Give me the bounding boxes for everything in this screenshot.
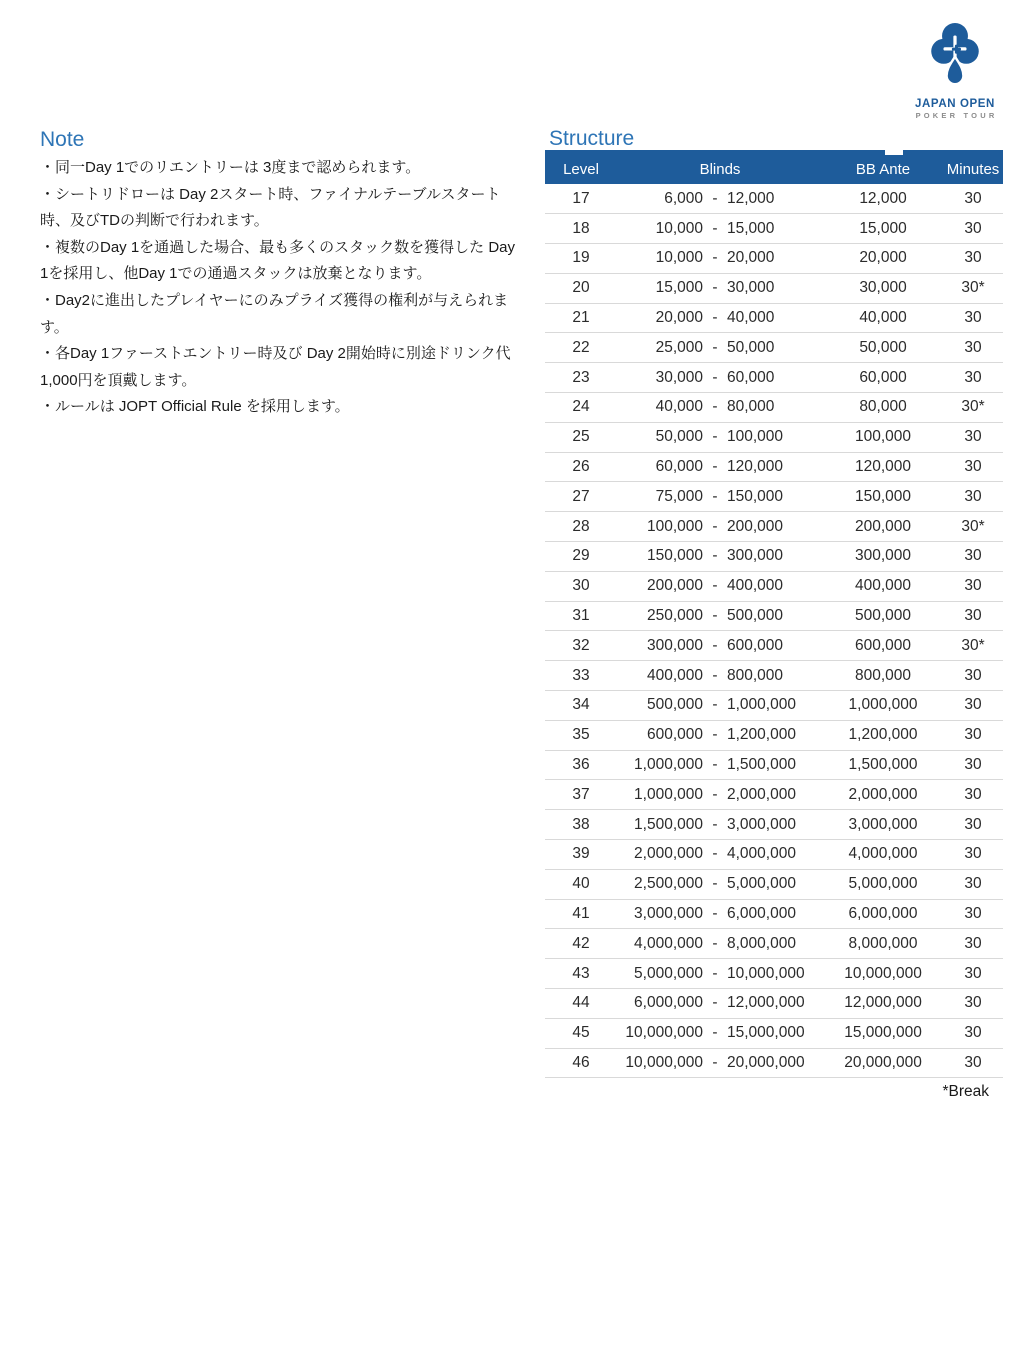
blinds-dash: - (703, 363, 727, 393)
small-blind-cell: 250,000 (617, 601, 703, 631)
table-row (545, 393, 1003, 423)
blinds-dash: - (703, 661, 727, 691)
level-cell: 22 (545, 333, 617, 363)
bb-ante-cell: 12,000,000 (823, 989, 943, 1019)
note-bullet-list (40, 155, 520, 421)
minutes-cell: 30 (943, 571, 1003, 601)
big-blind-cell: 8,000,000 (727, 929, 823, 959)
big-blind-cell: 10,000,000 (727, 959, 823, 989)
column-header-bb-ante: BB Ante (855, 161, 911, 178)
minutes-cell: 30* (943, 512, 1003, 542)
minutes-cell: 30 (943, 840, 1003, 870)
level-cell: 28 (545, 512, 617, 542)
big-blind-cell: 50,000 (727, 333, 823, 363)
blinds-dash: - (703, 780, 727, 810)
structure-table (545, 155, 1003, 1078)
small-blind-cell: 25,000 (617, 333, 703, 363)
blinds-dash: - (703, 601, 727, 631)
big-blind-cell: 15,000,000 (727, 1018, 823, 1048)
table-row (545, 1018, 1003, 1048)
minutes-cell: 30 (943, 989, 1003, 1019)
table-row (545, 780, 1003, 810)
bb-ante-cell: 150,000 (823, 482, 943, 512)
big-blind-cell: 120,000 (727, 452, 823, 482)
big-blind-cell: 3,000,000 (727, 810, 823, 840)
bb-ante-cell: 6,000,000 (823, 899, 943, 929)
bb-ante-cell: 12,000 (823, 184, 943, 214)
small-blind-cell: 4,000,000 (617, 929, 703, 959)
minutes-cell: 30 (943, 1048, 1003, 1078)
small-blind-cell: 6,000,000 (617, 989, 703, 1019)
big-blind-cell: 100,000 (727, 422, 823, 452)
table-row (545, 333, 1003, 363)
bb-ante-cell: 4,000,000 (823, 840, 943, 870)
big-blind-cell: 150,000 (727, 482, 823, 512)
level-cell: 34 (545, 691, 617, 721)
note-bullet: ・シートリドローは Day 2スタート時、ファイナルテーブルスタート時、及びTDの判断で行われます。 (40, 185, 501, 230)
bb-ante-cell: 40,000 (823, 303, 943, 333)
small-blind-cell: 60,000 (617, 452, 703, 482)
heading-underline-left (545, 150, 885, 155)
blinds-dash: - (703, 869, 727, 899)
note-bullet: ・同一Day 1でのリエントリーは 3度まで認められます。 (40, 159, 421, 176)
table-row (545, 661, 1003, 691)
big-blind-cell: 300,000 (727, 542, 823, 572)
table-row (545, 959, 1003, 989)
table-row (545, 631, 1003, 661)
bb-ante-cell: 50,000 (823, 333, 943, 363)
minutes-cell: 30 (943, 899, 1003, 929)
small-blind-cell: 10,000 (617, 244, 703, 274)
table-row (545, 601, 1003, 631)
blinds-dash: - (703, 512, 727, 542)
big-blind-cell: 40,000 (727, 303, 823, 333)
blinds-dash: - (703, 482, 727, 512)
small-blind-cell: 30,000 (617, 363, 703, 393)
table-row (545, 482, 1003, 512)
table-row (545, 452, 1003, 482)
small-blind-cell: 75,000 (617, 482, 703, 512)
big-blind-cell: 2,000,000 (727, 780, 823, 810)
minutes-cell: 30 (943, 482, 1003, 512)
minutes-cell: 30 (943, 691, 1003, 721)
club-drop-icon (931, 22, 979, 95)
blinds-dash: - (703, 422, 727, 452)
table-row (545, 244, 1003, 274)
note-bullet: ・ルールは JOPT Official Rule を採用します。 (40, 398, 350, 416)
level-cell: 26 (545, 452, 617, 482)
column-header-minutes: Minutes (946, 161, 1000, 178)
level-cell: 19 (545, 244, 617, 274)
minutes-cell: 30* (943, 393, 1003, 423)
small-blind-cell: 15,000 (617, 273, 703, 303)
column-header-level: Level (563, 161, 599, 178)
logo-title: JAPAN OPEN (915, 98, 995, 110)
minutes-cell: 30 (943, 959, 1003, 989)
level-cell: 38 (545, 810, 617, 840)
blinds-dash: - (703, 1018, 727, 1048)
level-cell: 46 (545, 1048, 617, 1078)
level-cell: 30 (545, 571, 617, 601)
blinds-dash: - (703, 899, 727, 929)
break-footnote: *Break (942, 1083, 989, 1100)
table-row (545, 184, 1003, 214)
level-cell: 33 (545, 661, 617, 691)
small-blind-cell: 150,000 (617, 542, 703, 572)
big-blind-cell: 30,000 (727, 273, 823, 303)
big-blind-cell: 15,000 (727, 214, 823, 244)
column-header-blinds: Blinds (699, 161, 741, 178)
bb-ante-cell: 300,000 (823, 542, 943, 572)
big-blind-cell: 800,000 (727, 661, 823, 691)
minutes-cell: 30 (943, 452, 1003, 482)
minutes-cell: 30 (943, 929, 1003, 959)
level-cell: 24 (545, 393, 617, 423)
blinds-dash: - (703, 303, 727, 333)
big-blind-cell: 4,000,000 (727, 840, 823, 870)
jopt-logo (903, 22, 1007, 120)
bb-ante-cell: 600,000 (823, 631, 943, 661)
minutes-cell: 30 (943, 244, 1003, 274)
level-cell: 37 (545, 780, 617, 810)
table-row (545, 691, 1003, 721)
bb-ante-cell: 500,000 (823, 601, 943, 631)
small-blind-cell: 2,500,000 (617, 869, 703, 899)
bb-ante-cell: 15,000 (823, 214, 943, 244)
level-cell: 17 (545, 184, 617, 214)
minutes-cell: 30 (943, 214, 1003, 244)
big-blind-cell: 80,000 (727, 393, 823, 423)
table-row (545, 810, 1003, 840)
structure-table-body (545, 184, 1003, 1078)
logo-subtitle: POKER TOUR (915, 111, 998, 120)
big-blind-cell: 600,000 (727, 631, 823, 661)
table-row (545, 571, 1003, 601)
minutes-cell: 30 (943, 184, 1003, 214)
small-blind-cell: 20,000 (617, 303, 703, 333)
small-blind-cell: 10,000,000 (617, 1048, 703, 1078)
table-row (545, 512, 1003, 542)
minutes-cell: 30 (943, 750, 1003, 780)
level-cell: 25 (545, 422, 617, 452)
big-blind-cell: 12,000,000 (727, 989, 823, 1019)
small-blind-cell: 500,000 (617, 691, 703, 721)
note-heading: Note (40, 128, 85, 151)
small-blind-cell: 300,000 (617, 631, 703, 661)
blinds-dash: - (703, 959, 727, 989)
big-blind-cell: 5,000,000 (727, 869, 823, 899)
bb-ante-cell: 20,000 (823, 244, 943, 274)
blinds-dash: - (703, 929, 727, 959)
minutes-cell: 30 (943, 869, 1003, 899)
minutes-cell: 30* (943, 631, 1003, 661)
level-cell: 32 (545, 631, 617, 661)
bb-ante-cell: 120,000 (823, 452, 943, 482)
blinds-dash: - (703, 273, 727, 303)
table-row (545, 869, 1003, 899)
small-blind-cell: 400,000 (617, 661, 703, 691)
small-blind-cell: 40,000 (617, 393, 703, 423)
minutes-cell: 30 (943, 780, 1003, 810)
level-cell: 42 (545, 929, 617, 959)
minutes-cell: 30 (943, 1018, 1003, 1048)
blinds-dash: - (703, 571, 727, 601)
bb-ante-cell: 200,000 (823, 512, 943, 542)
small-blind-cell: 1,000,000 (617, 780, 703, 810)
level-cell: 31 (545, 601, 617, 631)
big-blind-cell: 1,000,000 (727, 691, 823, 721)
bb-ante-cell: 10,000,000 (823, 959, 943, 989)
table-row (545, 750, 1003, 780)
minutes-cell: 30 (943, 661, 1003, 691)
blinds-dash: - (703, 452, 727, 482)
table-header-row (545, 155, 1003, 184)
structure-table-container (545, 150, 1003, 1078)
table-row (545, 720, 1003, 750)
blinds-dash: - (703, 1048, 727, 1078)
note-bullet: ・各Day 1ファーストエントリー時及び Day 2開始時に別途ドリンク代 1,000円を頂戴します。 (40, 345, 511, 389)
table-row (545, 542, 1003, 572)
small-blind-cell: 10,000,000 (617, 1018, 703, 1048)
table-row (545, 214, 1003, 244)
small-blind-cell: 5,000,000 (617, 959, 703, 989)
level-cell: 36 (545, 750, 617, 780)
blinds-dash: - (703, 691, 727, 721)
bb-ante-cell: 15,000,000 (823, 1018, 943, 1048)
note-section (40, 128, 520, 421)
heading-underline-right (903, 150, 1003, 155)
big-blind-cell: 1,500,000 (727, 750, 823, 780)
big-blind-cell: 20,000,000 (727, 1048, 823, 1078)
bb-ante-cell: 1,200,000 (823, 720, 943, 750)
big-blind-cell: 1,200,000 (727, 720, 823, 750)
small-blind-cell: 3,000,000 (617, 899, 703, 929)
big-blind-cell: 200,000 (727, 512, 823, 542)
blinds-dash: - (703, 720, 727, 750)
small-blind-cell: 200,000 (617, 571, 703, 601)
minutes-cell: 30 (943, 601, 1003, 631)
table-row (545, 899, 1003, 929)
minutes-cell: 30 (943, 720, 1003, 750)
bb-ante-cell: 2,000,000 (823, 780, 943, 810)
level-cell: 20 (545, 273, 617, 303)
minutes-cell: 30 (943, 422, 1003, 452)
bb-ante-cell: 20,000,000 (823, 1048, 943, 1078)
bb-ante-cell: 1,500,000 (823, 750, 943, 780)
table-row (545, 273, 1003, 303)
bb-ante-cell: 30,000 (823, 273, 943, 303)
table-row (545, 1048, 1003, 1078)
minutes-cell: 30 (943, 810, 1003, 840)
bb-ante-cell: 400,000 (823, 571, 943, 601)
small-blind-cell: 600,000 (617, 720, 703, 750)
structure-heading: Structure (549, 127, 635, 150)
bb-ante-cell: 8,000,000 (823, 929, 943, 959)
level-cell: 21 (545, 303, 617, 333)
small-blind-cell: 10,000 (617, 214, 703, 244)
blinds-dash: - (703, 393, 727, 423)
big-blind-cell: 6,000,000 (727, 899, 823, 929)
bb-ante-cell: 3,000,000 (823, 810, 943, 840)
blinds-dash: - (703, 840, 727, 870)
big-blind-cell: 60,000 (727, 363, 823, 393)
blinds-dash: - (703, 750, 727, 780)
bb-ante-cell: 800,000 (823, 661, 943, 691)
blinds-dash: - (703, 631, 727, 661)
minutes-cell: 30 (943, 333, 1003, 363)
small-blind-cell: 100,000 (617, 512, 703, 542)
bb-ante-cell: 80,000 (823, 393, 943, 423)
big-blind-cell: 500,000 (727, 601, 823, 631)
table-row (545, 989, 1003, 1019)
level-cell: 40 (545, 869, 617, 899)
small-blind-cell: 1,500,000 (617, 810, 703, 840)
small-blind-cell: 2,000,000 (617, 840, 703, 870)
table-row (545, 929, 1003, 959)
note-bullet: ・Day2に進出したプレイヤーにのみプライズ獲得の権利が与えられます。 (40, 291, 509, 336)
minutes-cell: 30 (943, 542, 1003, 572)
level-cell: 23 (545, 363, 617, 393)
minutes-cell: 30* (943, 273, 1003, 303)
bb-ante-cell: 60,000 (823, 363, 943, 393)
note-bullet: ・複数のDay 1を通過した場合、最も多くのスタック数を獲得した Day 1を採用し、他Day 1での通過スタックは放棄となります。 (40, 238, 516, 283)
level-cell: 44 (545, 989, 617, 1019)
level-cell: 39 (545, 840, 617, 870)
blinds-dash: - (703, 214, 727, 244)
blinds-dash: - (703, 184, 727, 214)
level-cell: 27 (545, 482, 617, 512)
level-cell: 45 (545, 1018, 617, 1048)
table-row (545, 303, 1003, 333)
small-blind-cell: 50,000 (617, 422, 703, 452)
small-blind-cell: 6,000 (617, 184, 703, 214)
bb-ante-cell: 100,000 (823, 422, 943, 452)
level-cell: 29 (545, 542, 617, 572)
big-blind-cell: 12,000 (727, 184, 823, 214)
table-row (545, 363, 1003, 393)
blinds-dash: - (703, 542, 727, 572)
table-row (545, 840, 1003, 870)
big-blind-cell: 400,000 (727, 571, 823, 601)
bb-ante-cell: 1,000,000 (823, 691, 943, 721)
blinds-dash: - (703, 244, 727, 274)
small-blind-cell: 1,000,000 (617, 750, 703, 780)
level-cell: 41 (545, 899, 617, 929)
blinds-dash: - (703, 989, 727, 1019)
minutes-cell: 30 (943, 363, 1003, 393)
big-blind-cell: 20,000 (727, 244, 823, 274)
bb-ante-cell: 5,000,000 (823, 869, 943, 899)
table-row (545, 422, 1003, 452)
blinds-dash: - (703, 810, 727, 840)
blinds-dash: - (703, 333, 727, 363)
minutes-cell: 30 (943, 303, 1003, 333)
level-cell: 43 (545, 959, 617, 989)
level-cell: 18 (545, 214, 617, 244)
level-cell: 35 (545, 720, 617, 750)
